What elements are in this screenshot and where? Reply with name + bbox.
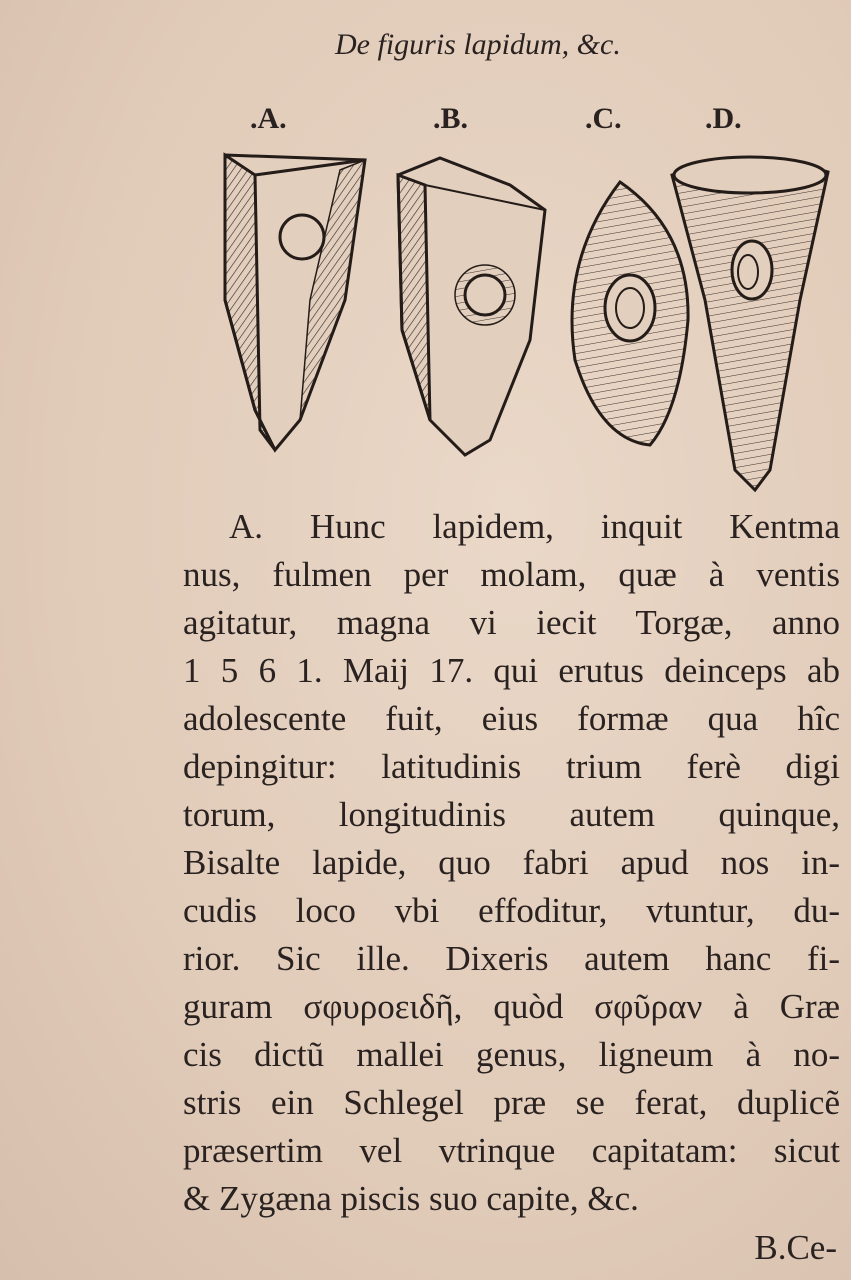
text-line: 1 5 6 1. Maij 17. qui erutus deinceps ab bbox=[183, 651, 840, 690]
figure-label-a: .A. bbox=[250, 102, 287, 135]
running-header: De figuris lapidum, &c. bbox=[335, 28, 621, 61]
figure-label-d: .D. bbox=[705, 102, 742, 135]
stone-illustrations bbox=[0, 0, 851, 500]
text-line: agitatur, magna vi iecit Torgæ, anno bbox=[183, 603, 840, 642]
text-line: guram σφυροειδῆ, quòd σφῦραν à Græ bbox=[183, 987, 840, 1026]
stone-c bbox=[572, 182, 688, 445]
catchword: B.Ce- bbox=[754, 1228, 837, 1267]
text-line: adolescente fuit, eius formæ qua hîc bbox=[183, 699, 840, 738]
stone-d bbox=[672, 157, 828, 490]
figure-label-c: .C. bbox=[585, 102, 622, 135]
text-line: depingitur: latitudinis trium ferè digi bbox=[183, 747, 840, 786]
text-line: & Zygæna piscis suo capite, &c. bbox=[183, 1179, 639, 1218]
text-line: rior. Sic ille. Dixeris autem hanc fi- bbox=[183, 939, 840, 978]
stone-a bbox=[225, 155, 365, 450]
text-line: cudis loco vbi effoditur, vtuntur, du- bbox=[183, 891, 840, 930]
text-line: Bisalte lapide, quo fabri apud nos in- bbox=[183, 843, 840, 882]
text-line: nus, fulmen per molam, quæ à ventis bbox=[183, 555, 840, 594]
text-line: stris ein Schlegel præ se ferat, duplicẽ bbox=[183, 1083, 840, 1122]
text-line: cis dictũ mallei genus, ligneum à no- bbox=[183, 1035, 840, 1074]
text-line: præsertim vel vtrinque capitatam: sicut bbox=[183, 1131, 840, 1170]
description-paragraph bbox=[183, 503, 840, 1223]
text-line: A. Hunc lapidem, inquit Kentma bbox=[229, 507, 840, 546]
stone-b bbox=[398, 158, 545, 455]
text-line: torum, longitudinis autem quinque, bbox=[183, 795, 840, 834]
figure-label-b: .B. bbox=[433, 102, 469, 135]
